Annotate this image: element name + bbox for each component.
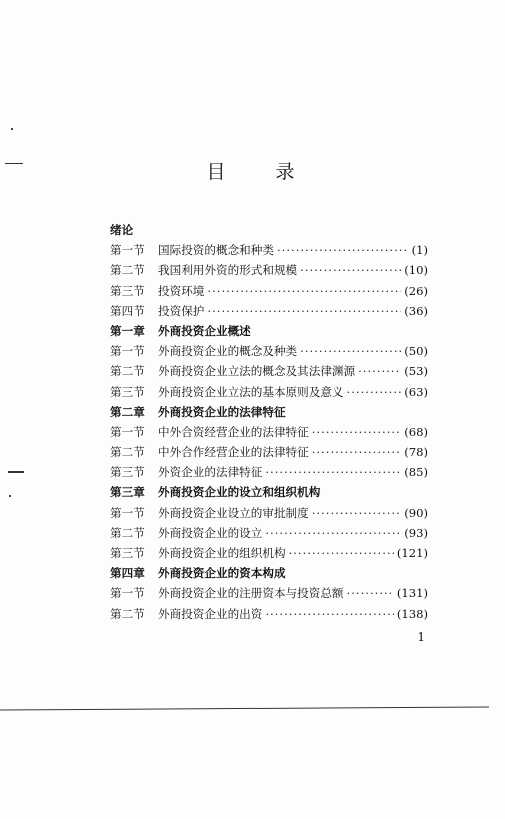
toc-entry-row	[110, 525, 428, 545]
toc-entry-title: 外商投资企业概述	[158, 323, 251, 338]
toc-section-label: 第三节	[110, 546, 145, 560]
toc-page-ref: (53)	[404, 364, 428, 379]
toc-entry-title: 国际投资的概念和种类	[158, 243, 274, 258]
toc-dot-leader	[265, 607, 393, 621]
toc-section-label: 第一节	[110, 344, 145, 359]
toc-entry-title: 外商投资企业的注册资本与投资总额	[158, 586, 344, 601]
toc-section-label: 第四章	[110, 566, 145, 581]
toc-section-label: 第一节	[110, 505, 145, 520]
toc-entry-title: 外商投资企业的概念及种类	[158, 344, 298, 359]
toc-entry-title: 外商投资企业的出资	[158, 606, 263, 621]
toc-page-ref: (10)	[404, 263, 428, 278]
page-number: 1	[417, 630, 425, 644]
toc-chapter-row	[110, 565, 428, 585]
toc-entry-title: 外商投资企业的资本构成	[158, 566, 286, 581]
toc-entry-title: 中外合作经营企业的法律特征	[158, 445, 309, 460]
toc-section-label: 第二节	[110, 606, 145, 621]
toc-section-label: 第四节	[110, 303, 145, 318]
toc-dot-leader	[300, 344, 401, 358]
toc-page-ref: (68)	[404, 424, 428, 439]
toc-page-ref: (90)	[404, 505, 428, 520]
toc-page-ref: (26)	[404, 283, 428, 298]
toc-entry-row	[110, 585, 428, 605]
toc-section-label: 第一节	[110, 424, 145, 439]
toc-page-ref: (1)	[411, 243, 428, 258]
toc-page-ref: (121)	[396, 546, 428, 560]
toc-entry-row	[110, 444, 428, 464]
toc-page-ref: (131)	[396, 586, 428, 601]
toc-section-label: 第二节	[110, 445, 145, 460]
toc-entry-row	[110, 343, 428, 363]
toc-page-ref: (36)	[404, 303, 428, 318]
toc-dot-leader	[289, 546, 394, 560]
toc-dot-leader	[312, 425, 401, 439]
scan-speck	[11, 128, 13, 130]
toc-chapter-row	[110, 323, 428, 343]
toc-entry-row	[110, 303, 428, 323]
toc-dot-leader	[312, 445, 401, 459]
toc-page-ref: (50)	[404, 344, 428, 359]
toc-section-label: 第二节	[110, 263, 145, 278]
toc-entry-row	[110, 545, 428, 565]
toc-entry-title: 外商投资企业设立的审批制度	[158, 505, 309, 520]
toc-section-label: 绪论	[110, 223, 134, 237]
toc-entry-title: 外商投资企业立法的基本原则及意义	[158, 384, 344, 399]
toc-entry-title: 投资环境	[158, 283, 205, 298]
toc-dot-leader	[347, 586, 394, 600]
toc-dot-leader	[300, 263, 401, 277]
toc-entry-row	[110, 363, 428, 383]
toc-entry-row	[110, 283, 428, 303]
toc-entry-row	[110, 242, 428, 262]
toc-dot-leader	[265, 465, 401, 479]
toc-page-ref: (85)	[404, 465, 428, 480]
toc-page-ref: (93)	[404, 525, 428, 540]
toc-section-label: 第二节	[110, 364, 145, 379]
toc-entry-title: 外商投资企业立法的概念及其法律渊源	[158, 364, 356, 379]
toc-page-ref: (78)	[404, 445, 428, 460]
toc-chapter-row	[110, 222, 428, 242]
toc-dot-leader	[207, 304, 401, 318]
toc-entry-row	[110, 262, 428, 282]
toc-entry-title: 外商投资企业的法律特征	[158, 404, 286, 419]
toc-entry-title: 我国利用外资的形式和规模	[158, 263, 298, 278]
toc-entry-title: 外商投资企业的组织机构	[158, 546, 286, 560]
toc-entry-title: 中外合资经营企业的法律特征	[158, 424, 309, 439]
toc-section-label: 第二节	[110, 525, 145, 540]
toc-entry-row	[110, 606, 428, 626]
toc-section-label: 第一章	[110, 323, 145, 338]
scan-speck	[9, 495, 11, 497]
toc-entry-row	[110, 424, 428, 444]
toc-entry-row	[110, 464, 428, 484]
scan-edge-line	[0, 707, 489, 711]
toc-entry-title: 外资企业的法律特征	[158, 465, 263, 480]
scan-edge-mark	[8, 471, 24, 473]
toc-page-ref: (138)	[396, 606, 428, 621]
toc-entry-title: 投资保护	[158, 303, 205, 318]
toc-dot-leader	[347, 385, 402, 399]
toc-section-label: 第三节	[110, 283, 145, 298]
table-of-contents	[110, 222, 428, 626]
page-title: 目 录	[206, 161, 317, 183]
toc-section-label: 第三节	[110, 384, 145, 399]
toc-entry-row	[110, 505, 428, 525]
toc-dot-leader	[207, 284, 401, 298]
toc-section-label: 第一节	[110, 243, 145, 258]
toc-section-label: 第三章	[110, 485, 145, 500]
toc-section-label: 第一节	[110, 586, 145, 601]
toc-page-ref: (63)	[404, 384, 428, 399]
scan-edge-mark	[5, 163, 23, 164]
toc-section-label: 第二章	[110, 404, 145, 419]
toc-chapter-row	[110, 484, 428, 504]
toc-dot-leader	[358, 364, 401, 378]
toc-entry-title: 外商投资企业的设立和组织机构	[158, 485, 321, 500]
toc-section-label: 第三节	[110, 465, 145, 480]
toc-dot-leader	[312, 506, 401, 520]
toc-entry-title: 外商投资企业的设立	[158, 525, 263, 540]
toc-entry-row	[110, 384, 428, 404]
toc-dot-leader	[265, 526, 401, 540]
toc-chapter-row	[110, 404, 428, 424]
toc-dot-leader	[277, 243, 409, 257]
